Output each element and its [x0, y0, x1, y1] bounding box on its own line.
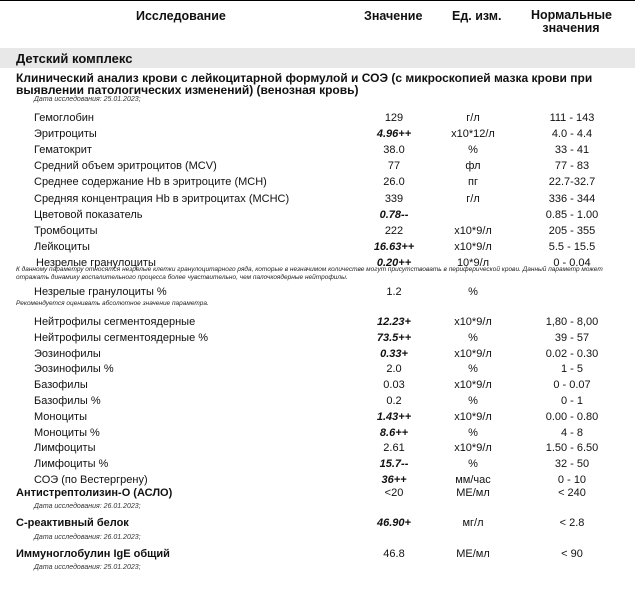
row-value: 36++ — [381, 474, 407, 486]
section-bar — [0, 48, 635, 68]
row-unit: х10*12/л — [451, 128, 495, 141]
header-value: Значение — [364, 9, 423, 23]
row-name: Иммуноглобулин IgE общий — [16, 548, 170, 560]
row-unit: % — [468, 144, 478, 157]
row-value: 1.2 — [386, 286, 402, 298]
row-norm: 32 - 50 — [554, 458, 590, 471]
top-border — [0, 0, 635, 4]
row-value: 2.61 — [383, 442, 405, 455]
table-row-ige — [0, 548, 635, 564]
row-unit: % — [468, 363, 478, 376]
note-immature-granulocytes: К данному параметру относятся незрелые клетки гранулоцитарного ряда, которые в незначимом количестве могут присутствовать в периферической крови. Данный параметр может отражать динамику воспалительного процесса более чувствительно, чем палочкоядерные нейтрофилы. — [16, 266, 603, 281]
row-norm: 77 - 83 — [554, 160, 590, 173]
table-row — [0, 193, 635, 209]
row-value: 0.03 — [383, 379, 405, 392]
row-value: 16.63++ — [373, 240, 415, 253]
row-unit: % — [468, 426, 478, 439]
row-name: Антистрептолизин-О (АСЛО) — [16, 487, 173, 499]
row-unit: г/л — [466, 112, 480, 124]
row-value: 4.96++ — [376, 128, 412, 141]
row-name: С-реактивный белок — [16, 517, 129, 529]
row-name: СОЭ (по Вестергрену) — [34, 474, 148, 486]
row-name: Гемоглобин — [34, 112, 94, 124]
header-unit: Ед. изм. — [452, 9, 502, 23]
row-value: 38.0 — [383, 144, 405, 157]
row-name: Незрелые гранулоциты % — [34, 286, 167, 298]
note-recommend: Рекомендуется оценивать абсолютное значение параметра. — [16, 300, 209, 307]
row-name: Моноциты — [34, 410, 87, 423]
table-row — [0, 458, 635, 474]
row-value: 1.43++ — [376, 410, 412, 423]
row-norm: 4.0 - 4.4 — [551, 128, 593, 141]
aslo-date: Дата исследования: 26.01.2023; — [34, 503, 141, 510]
row-name: Средний объем эритроцитов (MCV) — [34, 160, 217, 173]
row-norm: 0 - 0.04 — [553, 256, 591, 269]
table-row — [0, 176, 635, 192]
row-value: 339 — [384, 192, 404, 205]
row-value: 222 — [384, 224, 404, 237]
table-row — [0, 427, 635, 443]
row-norm: 5.5 - 15.5 — [548, 240, 596, 253]
table-row-crp — [0, 517, 635, 533]
row-unit: г/л — [466, 192, 480, 205]
table-row — [0, 209, 635, 225]
row-value: 0.33+ — [380, 347, 408, 360]
row-value: 46.90+ — [377, 517, 411, 529]
row-norm: 0 - 1 — [560, 395, 583, 407]
row-unit: 10*9/л — [456, 256, 490, 269]
row-value: 46.8 — [383, 548, 405, 560]
row-norm: 336 - 344 — [548, 192, 596, 205]
table-row — [0, 160, 635, 176]
cbc-date: Дата исследования: 25.01.2023; — [34, 96, 141, 103]
row-name: Тромбоциты — [34, 224, 98, 237]
row-name: Средняя концентрация Hb в эритроцитах (MCHC) — [34, 192, 290, 205]
row-norm: 1.50 - 6.50 — [545, 442, 599, 455]
table-row — [0, 225, 635, 241]
row-unit: % — [468, 395, 478, 407]
row-unit: % — [468, 458, 478, 471]
row-unit: х10*9/л — [454, 379, 492, 392]
row-unit: х10*9/л — [454, 240, 492, 253]
row-norm: 39 - 57 — [554, 331, 590, 344]
row-name: Базофилы — [34, 379, 88, 392]
section-title: Детский комплекс — [16, 51, 133, 66]
row-name: Незрелые гранулоциты — [36, 256, 156, 269]
row-norm: 0.85 - 1.00 — [545, 208, 599, 221]
row-unit: х10*9/л — [454, 224, 492, 237]
row-unit: % — [468, 286, 478, 298]
row-unit: % — [468, 331, 478, 344]
cbc-title: Клинический анализ крови с лейкоцитарной формулой и СОЭ (с микроскопией мазка крови при выявлении патологических изменений) (венозная кровь) — [16, 71, 593, 97]
table-row — [0, 112, 635, 128]
row-name: Среднее содержание Hb в эритроците (MCH) — [34, 176, 267, 189]
row-value: 26.0 — [383, 176, 405, 189]
row-name: Моноциты % — [34, 426, 100, 439]
row-value: 12.23+ — [377, 316, 411, 328]
table-row — [0, 241, 635, 257]
row-norm: < 240 — [558, 487, 586, 499]
row-name: Гематокрит — [34, 144, 92, 157]
row-unit: х10*9/л — [454, 347, 492, 360]
row-name: Цветовой показатель — [34, 208, 143, 221]
row-norm: < 90 — [561, 548, 583, 560]
row-norm: < 2.8 — [559, 517, 585, 529]
row-name: Нейтрофилы сегментоядерные — [34, 316, 196, 328]
row-name: Лейкоциты — [34, 240, 90, 253]
row-value: 77 — [387, 160, 401, 173]
row-norm: 1,80 - 8,00 — [545, 316, 599, 328]
row-unit: х10*9/л — [454, 410, 492, 423]
table-row — [0, 363, 635, 379]
table-row — [0, 379, 635, 395]
row-unit: мм/час — [455, 474, 491, 486]
row-name: Базофилы % — [34, 395, 101, 407]
ige-date: Дата исследования: 25.01.2023; — [34, 564, 141, 571]
row-unit: мг/л — [462, 517, 484, 529]
row-norm: 0 - 0.07 — [553, 379, 591, 392]
row-unit: х10*9/л — [454, 316, 492, 328]
row-norm: 22.7-32.7 — [548, 176, 596, 189]
row-value: <20 — [384, 487, 404, 499]
row-unit: пг — [468, 176, 478, 189]
table-row — [0, 144, 635, 160]
table-row — [0, 128, 635, 144]
row-value: 15.7-- — [379, 458, 409, 471]
header-norm — [531, 9, 611, 35]
row-name: Нейтрофилы сегментоядерные % — [34, 331, 209, 344]
row-value: 2.0 — [386, 363, 402, 376]
row-value: 8.6++ — [379, 426, 409, 439]
row-norm: 0.02 - 0.30 — [545, 347, 599, 360]
row-norm: 4 - 8 — [560, 426, 583, 439]
row-value: 0.2 — [386, 395, 402, 407]
row-name: Эритроциты — [34, 128, 97, 141]
row-norm: 33 - 41 — [554, 144, 590, 157]
row-norm: 111 - 143 — [549, 112, 595, 124]
table-row — [0, 411, 635, 427]
row-norm: 205 - 355 — [548, 224, 596, 237]
table-row — [0, 332, 635, 348]
row-name: Лимфоциты — [34, 442, 96, 455]
header-norm-line1: Нормальные — [531, 8, 612, 22]
table-row — [0, 442, 635, 458]
row-norm: 1 - 5 — [560, 363, 583, 376]
header-test: Исследование — [136, 9, 226, 23]
table-row — [0, 395, 635, 411]
row-name: Эозинофилы % — [34, 363, 114, 376]
row-unit: МЕ/мл — [456, 487, 490, 499]
table-row-aslo — [0, 487, 635, 503]
header-norm-line2: значения — [542, 21, 600, 35]
row-value: 0.20++ — [376, 256, 412, 269]
row-value: 0.78-- — [379, 208, 409, 221]
crp-date: Дата исследования: 26.01.2023; — [34, 534, 141, 541]
row-name: Лимфоциты % — [34, 458, 109, 471]
table-row — [0, 316, 635, 332]
row-value: 129 — [384, 112, 404, 124]
row-unit: фл — [465, 160, 481, 173]
row-unit: х10*9/л — [454, 442, 492, 455]
row-value: 73.5++ — [376, 331, 412, 344]
row-norm: 0.00 - 0.80 — [545, 410, 599, 423]
table-row — [0, 348, 635, 364]
row-norm: 0 - 10 — [557, 474, 587, 486]
row-unit: МЕ/мл — [456, 548, 490, 560]
row-name: Эозинофилы — [34, 347, 101, 360]
